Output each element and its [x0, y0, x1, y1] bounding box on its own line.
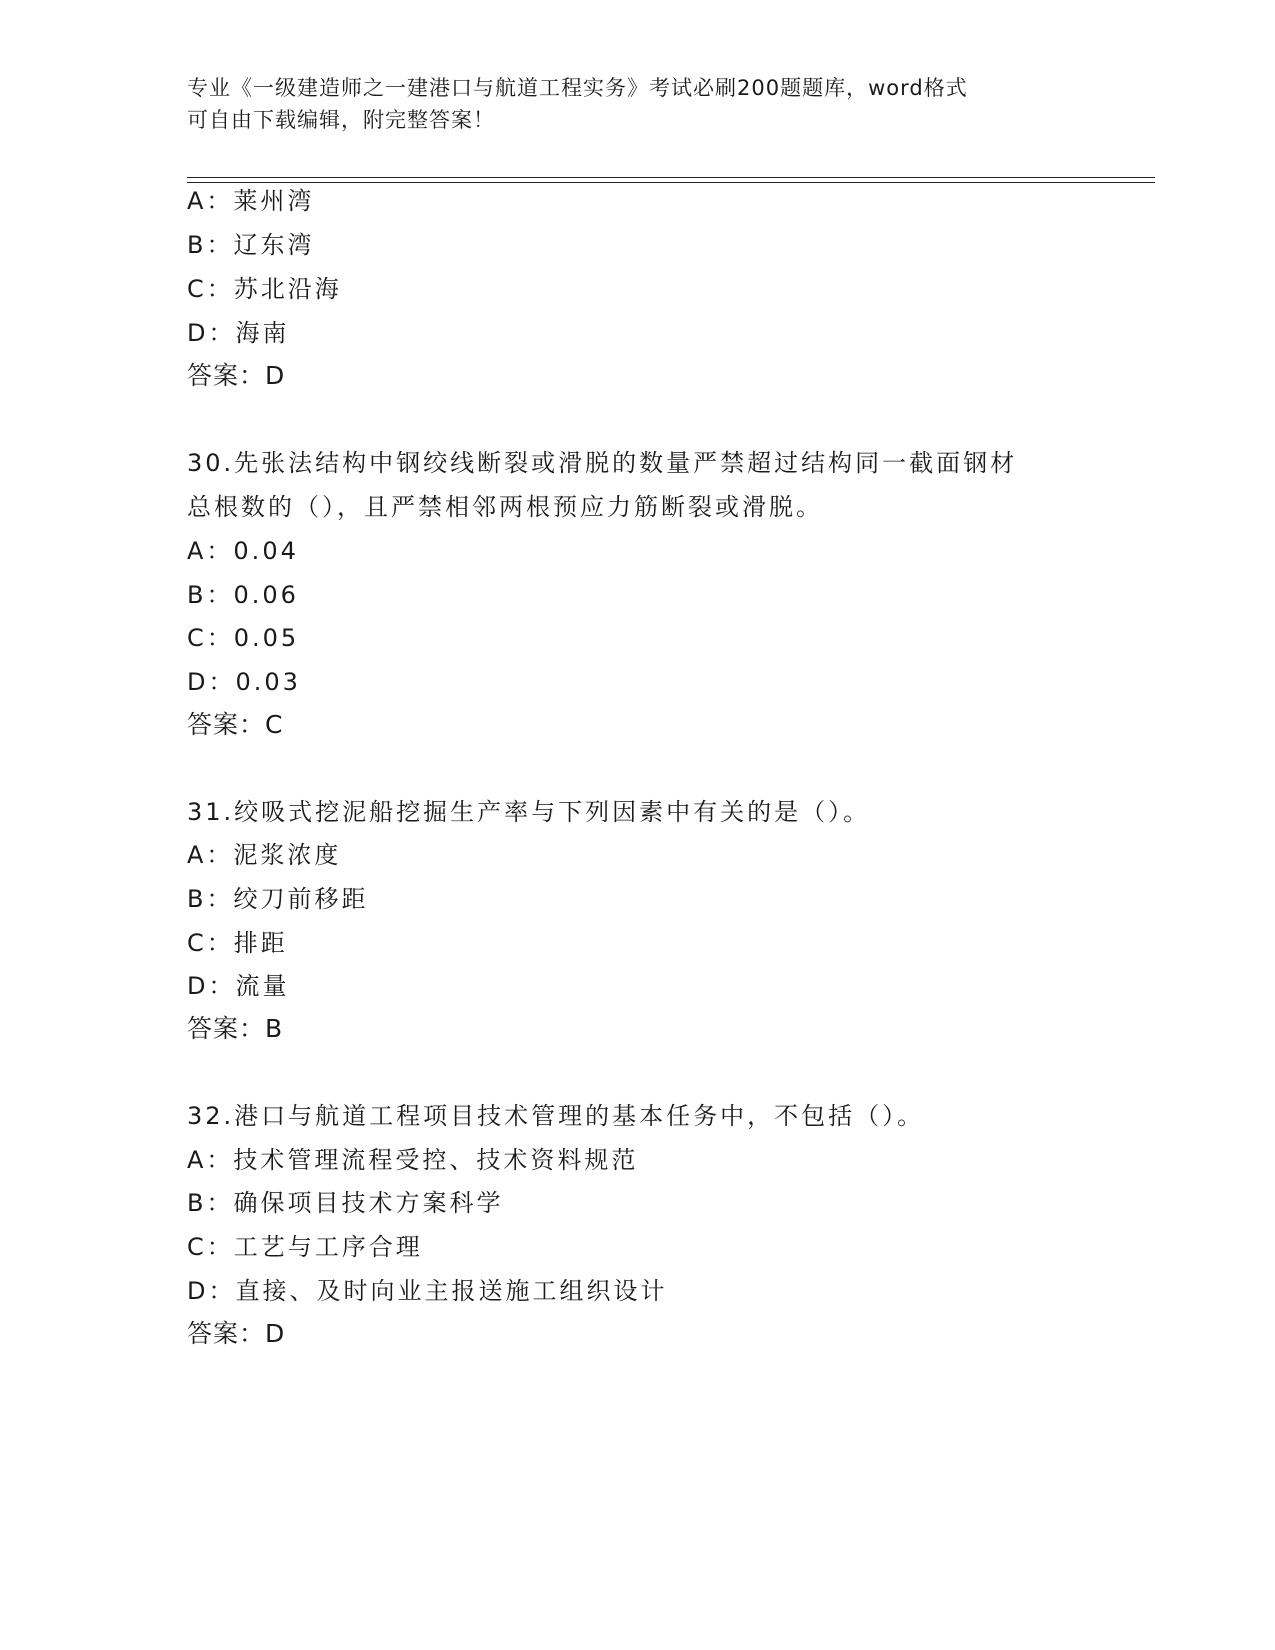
q30-answer: 答案：C	[187, 710, 284, 739]
q30-option-a: A：0.04	[187, 537, 299, 565]
q31-stem-line-1: 31.绞吸式挖泥船挖掘生产率与下列因素中有关的是（）。	[187, 798, 871, 826]
q30-option-c: C：0.05	[187, 624, 300, 652]
q31-option-c: C：排距	[187, 929, 288, 957]
q31-answer: 答案：B	[187, 1014, 284, 1043]
q31-option-d: D：流量	[187, 972, 290, 1000]
q30-stem-line-1: 30.先张法结构中钢绞线断裂或滑脱的数量严禁超过结构同一截面钢材	[187, 449, 1018, 477]
header-line-2: 可自由下载编辑，附完整答案！	[187, 108, 495, 132]
header-rule-top	[187, 177, 1155, 178]
q29-option-d: D：海南	[187, 319, 290, 347]
q30-stem-line-2: 总根数的（），且严禁相邻两根预应力筋断裂或滑脱。	[187, 493, 823, 521]
header-line-1: 专业《一级建造师之一建港口与航道工程实务》考试必刷200题题库，word格式	[187, 76, 968, 100]
document-header	[187, 72, 1087, 136]
header-rule-bottom	[187, 182, 1155, 183]
q30-option-d: D：0.03	[187, 668, 301, 696]
q29-answer: 答案：D	[187, 361, 286, 390]
q32-option-c: C：工艺与工序合理	[187, 1233, 423, 1261]
q32-option-b: B：确保项目技术方案科学	[187, 1189, 504, 1217]
q31-option-b: B：绞刀前移距	[187, 885, 369, 913]
q32-option-d: D：直接、及时向业主报送施工组织设计	[187, 1277, 668, 1305]
q29-option-c: C：苏北沿海	[187, 275, 342, 303]
q29-option-b: B：辽东湾	[187, 231, 315, 259]
q32-stem-line-1: 32.港口与航道工程项目技术管理的基本任务中，不包括（）。	[187, 1102, 925, 1130]
q32-option-a: A：技术管理流程受控、技术资料规范	[187, 1146, 639, 1174]
q30-option-b: B：0.06	[187, 581, 299, 609]
q32-answer: 答案：D	[187, 1319, 286, 1348]
q29-option-a: A：莱州湾	[187, 187, 315, 215]
q31-option-a: A：泥浆浓度	[187, 841, 342, 869]
